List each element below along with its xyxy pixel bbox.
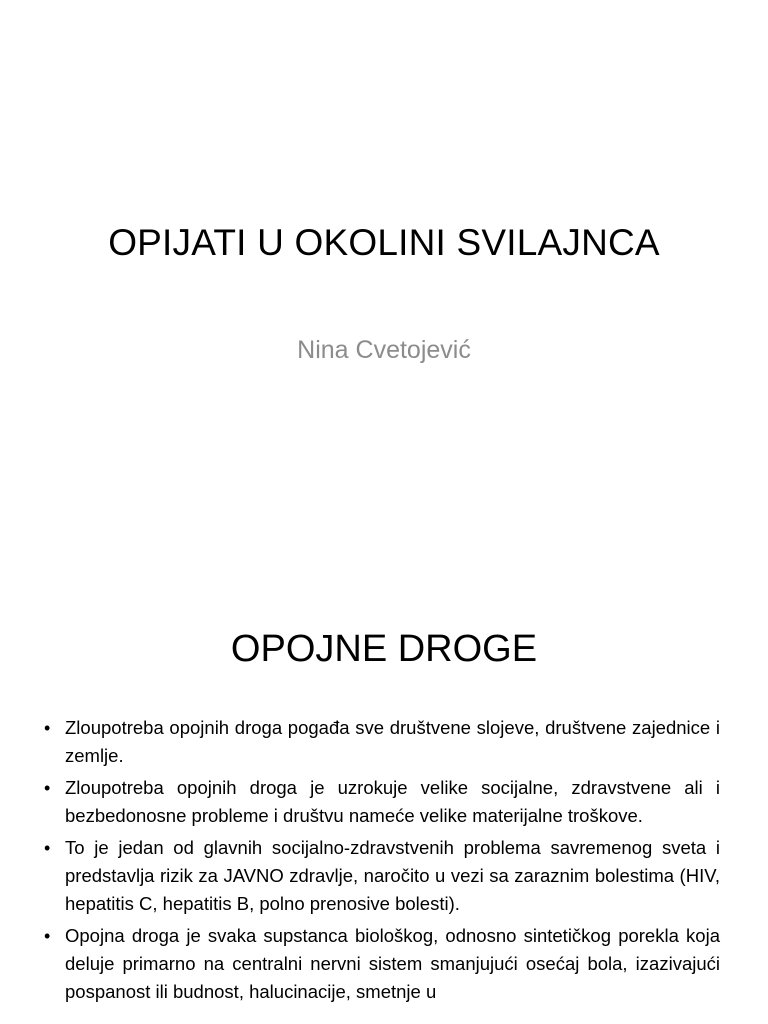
bullet-text: Opojna droga je svaka supstanca biološkog, odnosno sintetičkog porekla koja deluje primarno na centralni nervni sistem smanjujući osećaj bola, izazivajući pospanost ili budnost, halucinacije, smetnje u bbox=[65, 925, 720, 1002]
author-subtitle: Nina Cvetojević bbox=[297, 336, 471, 364]
bullet-icon: • bbox=[44, 838, 51, 858]
bullet-icon: • bbox=[44, 926, 51, 946]
bullet-item bbox=[44, 774, 720, 830]
bullet-item bbox=[44, 834, 720, 918]
bullet-text: Zloupotreba opojnih droga je uzrokuje velike socijalne, zdravstvene ali i bezbedonosne probleme i društvu nameće velike materijalne troškove. bbox=[65, 777, 720, 826]
content-slide bbox=[0, 576, 768, 1024]
bullet-item bbox=[44, 714, 720, 770]
bullet-text: Zloupotreba opojnih droga pogađa sve društvene slojeve, društvene zajednice i zemlje. bbox=[65, 717, 720, 766]
presentation-title: OPIJATI U OKOLINI SVILAJNCA bbox=[108, 222, 660, 263]
bullet-list bbox=[44, 714, 720, 1010]
bullet-icon: • bbox=[44, 718, 51, 738]
slide-title: OPOJNE DROGE bbox=[230, 628, 538, 670]
bullet-item bbox=[44, 922, 720, 1006]
bullet-icon: • bbox=[44, 778, 51, 798]
bullet-text: To je jedan od glavnih socijalno-zdravstvenih problema savremenog sveta i predstavlja rizik za JAVNO zdravlje, naročito u vezi sa zaraznim bolestima (HIV, hepatitis C, hepatitis B, polno prenosive bolesti). bbox=[65, 837, 720, 914]
